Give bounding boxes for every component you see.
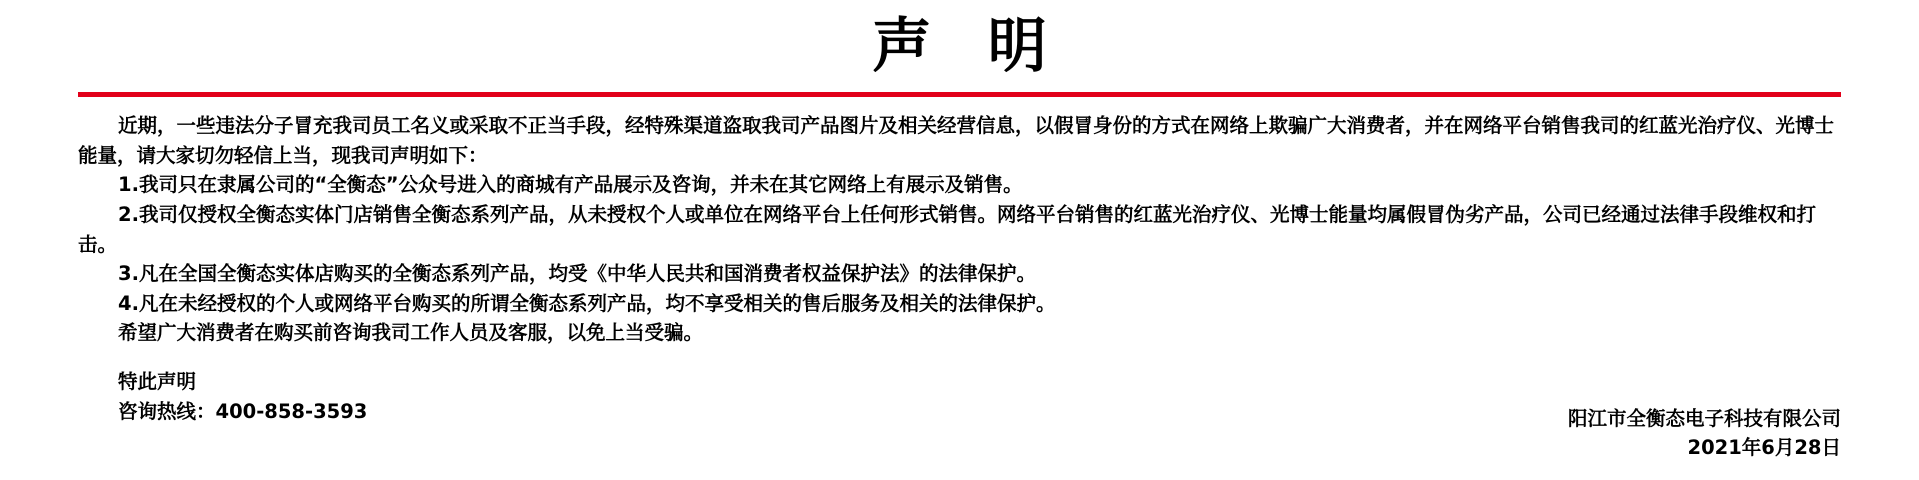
paragraph-intro: 近期，一些违法分子冒充我司员工名义或采取不正当手段，经特殊渠道盗取我司产品图片及相关经营信息，以假冒身份的方式在网络上欺骗广大消费者，并在网络平台销售我司的红蓝光治疗仪、光博士能量，请大家切勿轻信上当，现我司声明如下： — [78, 114, 1835, 167]
hotline-text: 咨询热线：400-858-3593 — [118, 399, 368, 423]
paragraph-conclusion: 希望广大消费者在购买前咨询我司工作人员及客服，以免上当受骗。 — [118, 321, 704, 345]
paragraph-item-4: 4.凡在未经授权的个人或网络平台购买的所谓全衡态系列产品，均不享受相关的售后服务及相关的法律保护。 — [118, 291, 1056, 315]
company-name: 阳江市全衡态电子科技有限公司 — [1567, 406, 1841, 430]
paragraph-item-1: 1.我司只在隶属公司的“全衡态”公众号进入的商城有产品展示及咨询，并未在其它网络上有展示及销售。 — [118, 173, 1023, 197]
signature-date: 2021年6月28日 — [1687, 435, 1841, 459]
document-body — [78, 111, 1841, 426]
paragraph-spacer — [78, 348, 1841, 367]
title-divider — [78, 92, 1841, 97]
page-title: 声 明 — [872, 11, 1065, 80]
paragraph-item-3: 3.凡在全国全衡态实体店购买的全衡态系列产品，均受《中华人民共和国消费者权益保护法》的法律保护。 — [118, 262, 1036, 286]
paragraph-item-2: 2.我司仅授权全衡态实体门店销售全衡态系列产品，从未授权个人或单位在网络平台上任何形式销售。网络平台销售的红蓝光治疗仪、光博士能量均属假冒伪劣产品，公司已经通过法律手段维权和打击。 — [78, 202, 1816, 256]
signature-block — [1568, 404, 1841, 463]
closing-statement: 特此声明 — [118, 370, 197, 393]
